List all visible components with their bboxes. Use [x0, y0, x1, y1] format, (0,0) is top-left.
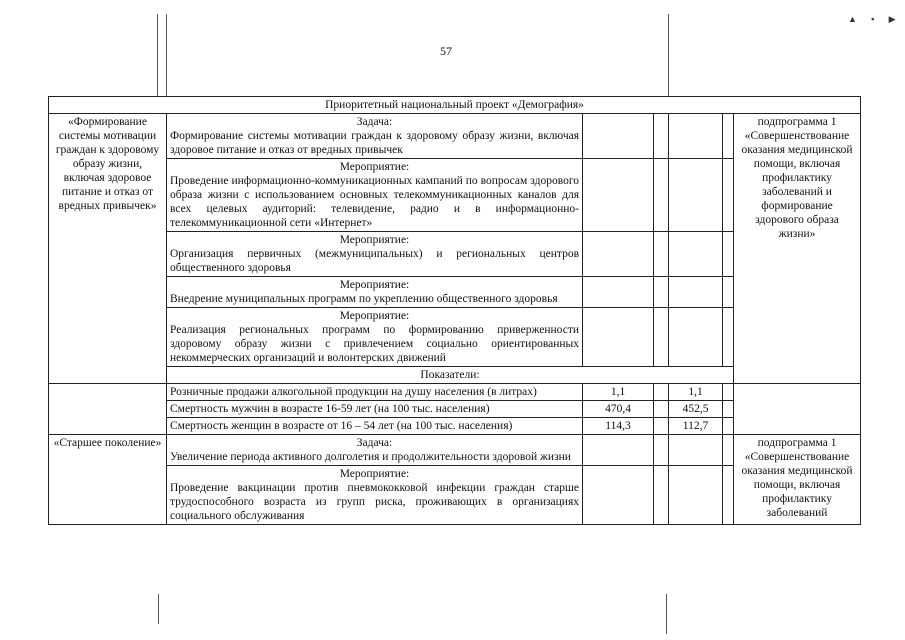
scan-line — [166, 14, 167, 96]
goal-cell: «Старшее поколение» — [49, 435, 167, 525]
spacer-cell — [723, 308, 734, 367]
value-cell — [669, 466, 723, 525]
value-cell — [669, 159, 723, 232]
goal-cell-continued — [49, 384, 167, 435]
indicator-value: 470,4 — [583, 401, 654, 418]
activity-heading: Мероприятие: — [339, 161, 410, 173]
activity-cell — [167, 466, 583, 525]
indicator-value: 112,7 — [669, 418, 723, 435]
indicator-value: 452,5 — [669, 401, 723, 418]
spacer-cell — [654, 435, 669, 466]
indicator-name: Смертность мужчин в возрасте 16-59 лет (на 100 тыс. населения) — [167, 401, 583, 418]
spacer-cell — [654, 418, 669, 435]
scan-line — [158, 594, 159, 624]
scan-line — [668, 14, 669, 96]
scan-line — [666, 594, 667, 634]
task-row — [49, 435, 861, 466]
project-row — [49, 97, 861, 114]
value-cell — [669, 277, 723, 308]
activity-text: Внедрение муниципальных программ по укреплению общественного здоровья — [170, 293, 558, 305]
goal-cell: «Формирование системы мотивации граждан к здоровому образу жизни, включая здоровое питание и отказ от вредных привычек» — [49, 114, 167, 384]
spacer-cell — [654, 232, 669, 277]
value-cell — [583, 114, 654, 159]
task-heading: Задача: — [356, 116, 393, 128]
spacer-cell — [654, 466, 669, 525]
spacer-cell — [654, 308, 669, 367]
activity-cell — [167, 308, 583, 367]
value-cell — [583, 159, 654, 232]
program-table — [48, 96, 861, 525]
activity-text: Организация первичных (межмуниципальных) и региональных центров общественного здоровья — [170, 248, 579, 274]
page-number: 57 — [440, 44, 452, 58]
spacer-cell — [723, 401, 734, 418]
scan-line — [157, 14, 158, 96]
subprogram-cell-continued — [734, 384, 861, 435]
value-cell — [583, 232, 654, 277]
activity-heading: Мероприятие: — [339, 468, 410, 480]
value-cell — [669, 308, 723, 367]
subprogram-cell: подпрограмма 1 «Совершенствование оказания медицинской помощи, включая профилактику заболеваний — [734, 435, 861, 525]
value-cell — [669, 232, 723, 277]
spacer-cell — [723, 114, 734, 159]
value-cell — [669, 114, 723, 159]
task-row — [49, 114, 861, 159]
activity-cell — [167, 277, 583, 308]
indicator-row — [49, 384, 861, 401]
spacer-cell — [723, 277, 734, 308]
spacer-cell — [723, 466, 734, 525]
spacer-cell — [723, 418, 734, 435]
indicator-name: Смертность женщин в возрасте от 16 – 54 лет (на 100 тыс. населения) — [167, 418, 583, 435]
project-title: Приоритетный национальный проект «Демография» — [49, 97, 861, 114]
indicator-name: Розничные продажи алкогольной продукции на душу населения (в литрах) — [167, 384, 583, 401]
spacer-cell — [654, 384, 669, 401]
activity-text: Реализация региональных программ по формированию приверженности здоровому образу жизни с привлечением социально ориентированных некоммерческих организаций и волонтерских движений — [170, 324, 579, 364]
activity-cell — [167, 232, 583, 277]
spacer-cell — [723, 159, 734, 232]
value-cell — [669, 435, 723, 466]
spacer-cell — [723, 384, 734, 401]
activity-text: Проведение вакцинации против пневмококковой инфекции граждан старше трудоспособного возраста из групп риска, проживающих в организациях социального обслуживания — [170, 482, 579, 522]
task-text: Формирование системы мотивации граждан к здоровому образу жизни, включая здоровое питание и отказ от вредных привычек — [170, 130, 579, 156]
activity-cell — [167, 159, 583, 232]
activity-text: Проведение информационно-коммуникационных кампаний по вопросам здорового образа жизни с использованием основных телекоммуникационных каналов для всех целевых аудиторий: телевидение, радио и в информационно-телекоммуникационной сети «Интернет» — [170, 175, 579, 229]
task-heading: Задача: — [356, 437, 393, 449]
spacer-cell — [723, 435, 734, 466]
value-cell — [583, 466, 654, 525]
scan-marks: ▲ ▪ ▶ — [848, 14, 902, 24]
spacer-cell — [654, 401, 669, 418]
spacer-cell — [723, 232, 734, 277]
task-cell — [167, 114, 583, 159]
indicator-value: 1,1 — [583, 384, 654, 401]
activity-heading: Мероприятие: — [339, 234, 410, 246]
activity-heading: Мероприятие: — [339, 310, 410, 322]
indicator-value: 114,3 — [583, 418, 654, 435]
indicators-heading: Показатели: — [167, 367, 734, 384]
spacer-cell — [654, 159, 669, 232]
subprogram-cell: подпрограмма 1 «Совершенствование оказания медицинской помощи, включая профилактику заболеваний и формирование здорового образа жизни» — [734, 114, 861, 384]
value-cell — [583, 277, 654, 308]
activity-heading: Мероприятие: — [339, 279, 410, 291]
value-cell — [583, 435, 654, 466]
indicator-value: 1,1 — [669, 384, 723, 401]
spacer-cell — [654, 277, 669, 308]
task-text: Увеличение периода активного долголетия и продолжительности здоровой жизни — [170, 451, 571, 463]
task-cell — [167, 435, 583, 466]
spacer-cell — [654, 114, 669, 159]
value-cell — [583, 308, 654, 367]
